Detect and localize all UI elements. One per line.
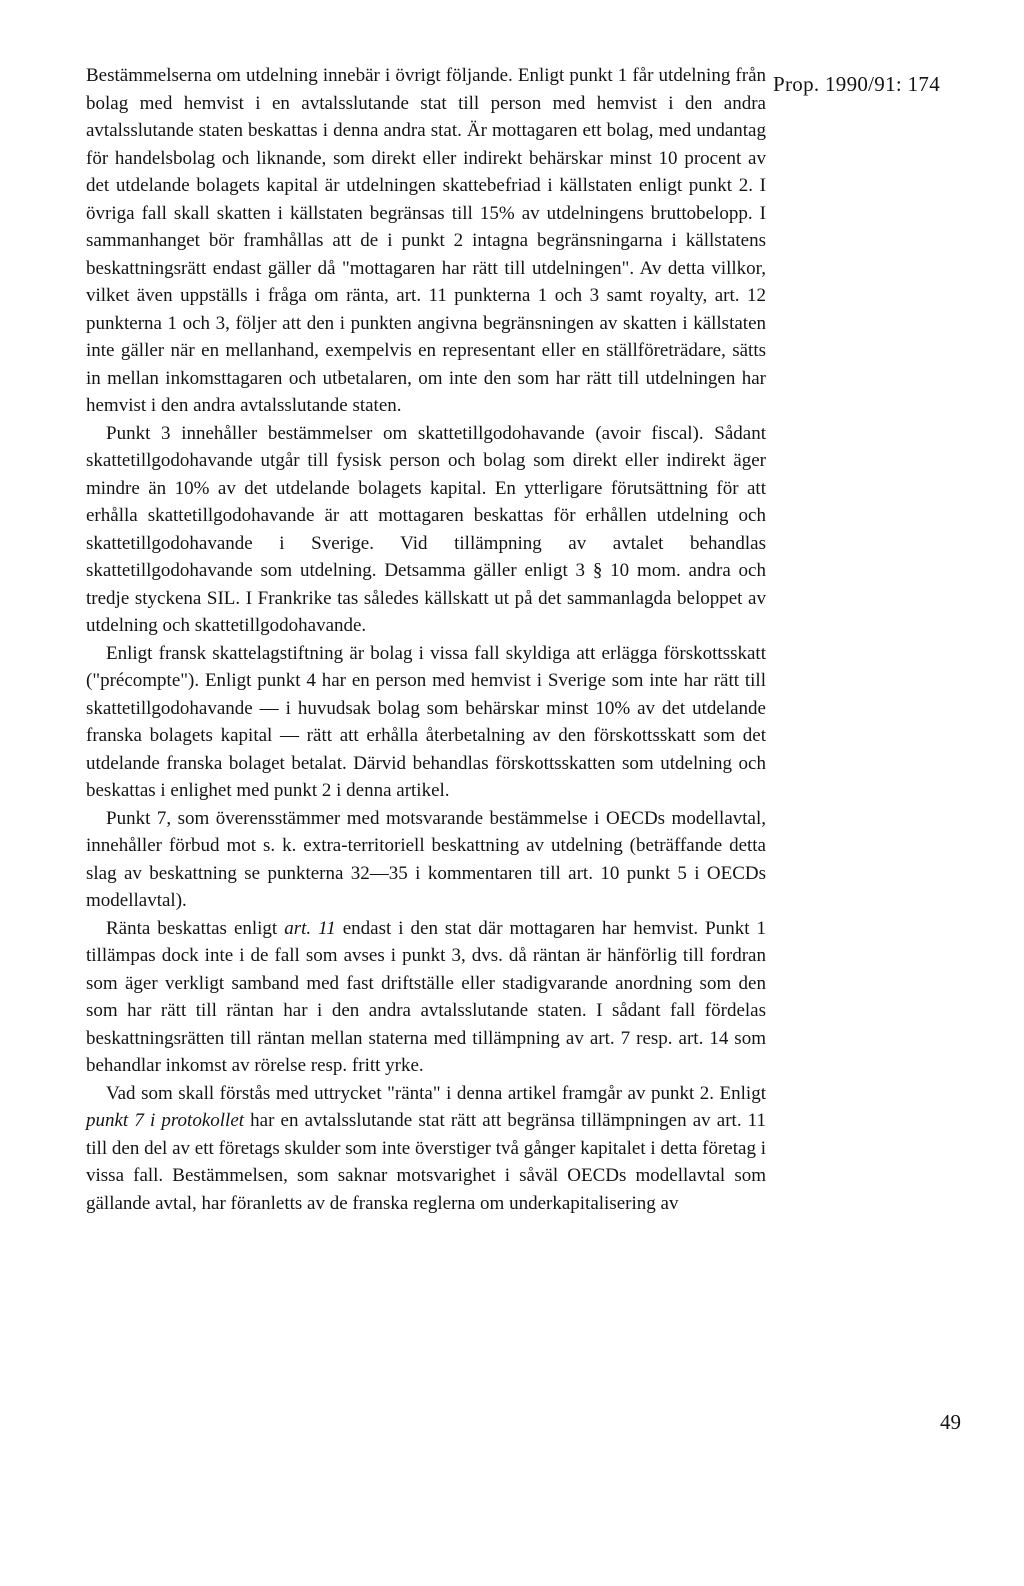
paragraph-ranta-definition-emphasis: punkt 7 i protokollet <box>86 1110 245 1131</box>
paragraph-skattetillgodohavande: Punkt 3 innehåller bestämmelser om skattetillgodohavande (avoir fiscal). Sådant skattetillgodohavande utgår till fysisk person och bolag som direkt eller indirekt äger mindre än 10% av det utdelande bolagets kapital. En ytterligare förutsättning för att erhålla skattetillgodohavande är att mottagaren beskattas för erhållen utdelning och skattetillgodohavande i Sverige. Vid tillämpning av avtalet behandlas skattetillgodohavande som utdelning. Detsamma gäller enligt 3 § 10 mom. andra och tredje styckena SIL. I Frankrike tas således källskatt ut på det sammanlagda beloppet av utdelning och skattetillgodohavande. <box>86 422 766 636</box>
prop-reference: Prop. 1990/91: 174 <box>773 72 940 96</box>
paragraph-ranta-text-2: endast i den stat där mottagaren har hemvist. Punkt 1 tillämpas dock inte i de fall som avses i punkt 3, dvs. då räntan är hänförlig till fordran som äger verkligt samband med fast driftställe eller stadigvarande anordning som den som har rätt till räntan har i den andra avtalsslutande staten. I sådant fall fördelas beskattningsrätten till räntan mellan staterna med tillämpning av art. 7 resp. art. 14 som behandlar inkomst av rörelse resp. fritt yrke. <box>86 917 766 1076</box>
paragraph-ranta-definition-text-2: har en avtalsslutande stat rätt att begränsa tillämpningen av art. 11 till den del av ett företags skulder som inte överstiger två gånger kapitalet i detta företag i vissa fall. Bestämmelsen, som saknar motsvarighet i såväl OECDs modellavtal som gällande avtal, har föranletts av de franska reglerna om underkapitalisering av <box>86 1110 766 1214</box>
paragraph-punkt-7: Punkt 7, som överensstämmer med motsvarande bestämmelse i OECDs modellavtal, innehåller förbud mot s. k. extra-territoriell beskattning av utdelning (beträffande detta slag av beskattning se punkterna 32—35 i kommentaren till art. 10 punkt 5 i OECDs modellavtal). <box>86 807 766 911</box>
paragraph-ranta-emphasis: art. 11 <box>284 917 336 939</box>
paragraph-forskottsskatt: Enligt fransk skattelagstiftning är bolag i vissa fall skyldiga att erlägga förskottsskatt ("précompte"). Enligt punkt 4 har en person med hemvist i Sverige som inte har rätt till skattetillgodohavande — i huvudsak bolag som behärskar minst 10% av det utdelande franska bolagets kapital — rätt att erhålla återbetalning av den förskottsskatt som det utdelande franska bolaget betalat. Därvid behandlas förskottsskatten som utdelning och beskattas i enlighet med punkt 2 i denna artikel. <box>86 642 766 801</box>
paragraph-ranta-definition <box>86 1080 766 1218</box>
paragraph-ranta-definition-text-1: Vad som skall förstås med uttrycket "ränta" i denna artikel framgår av punkt 2. Enligt <box>106 1082 766 1104</box>
paragraph-ranta-text-1: Ränta beskattas enligt <box>106 917 285 939</box>
article-body <box>86 62 766 1217</box>
paragraph-utdelning: Bestämmelserna om utdelning innebär i övrigt följande. Enligt punkt 1 får utdelning från bolag med hemvist i en avtalsslutande stat till person med hemvist i den andra avtalsslutande staten beskattas i denna andra stat. Är mottagaren ett bolag, med undantag för handelsbolag och liknande, som direkt eller indirekt behärskar minst 10 procent av det utdelande bolagets kapital är utdelningen skattebefriad i källstaten enligt punkt 2. I övriga fall skall skatten i källstaten begränsas till 15% av utdelningens bruttobelopp. I sammanhanget bör framhållas att de i punkt 2 intagna begränsningarna i källstatens beskattningsrätt endast gäller då "mottagaren har rätt till utdelningen". Av detta villkor, vilket även uppställs i fråga om ränta, art. 11 punkterna 1 och 3 samt royalty, art. 12 punkterna 1 och 3, följer att den i punkten angivna begränsningen av skatten i källstaten inte gäller när en mellanhand, exempelvis en representant eller en ställföreträdare, sätts in mellan inkomsttagaren och utbetalaren, om inte den som har rätt till utdelningen har hemvist i den andra avtalsslutande staten. <box>86 65 766 416</box>
paragraph-ranta <box>86 915 766 1080</box>
page-number: 49 <box>940 1410 961 1434</box>
